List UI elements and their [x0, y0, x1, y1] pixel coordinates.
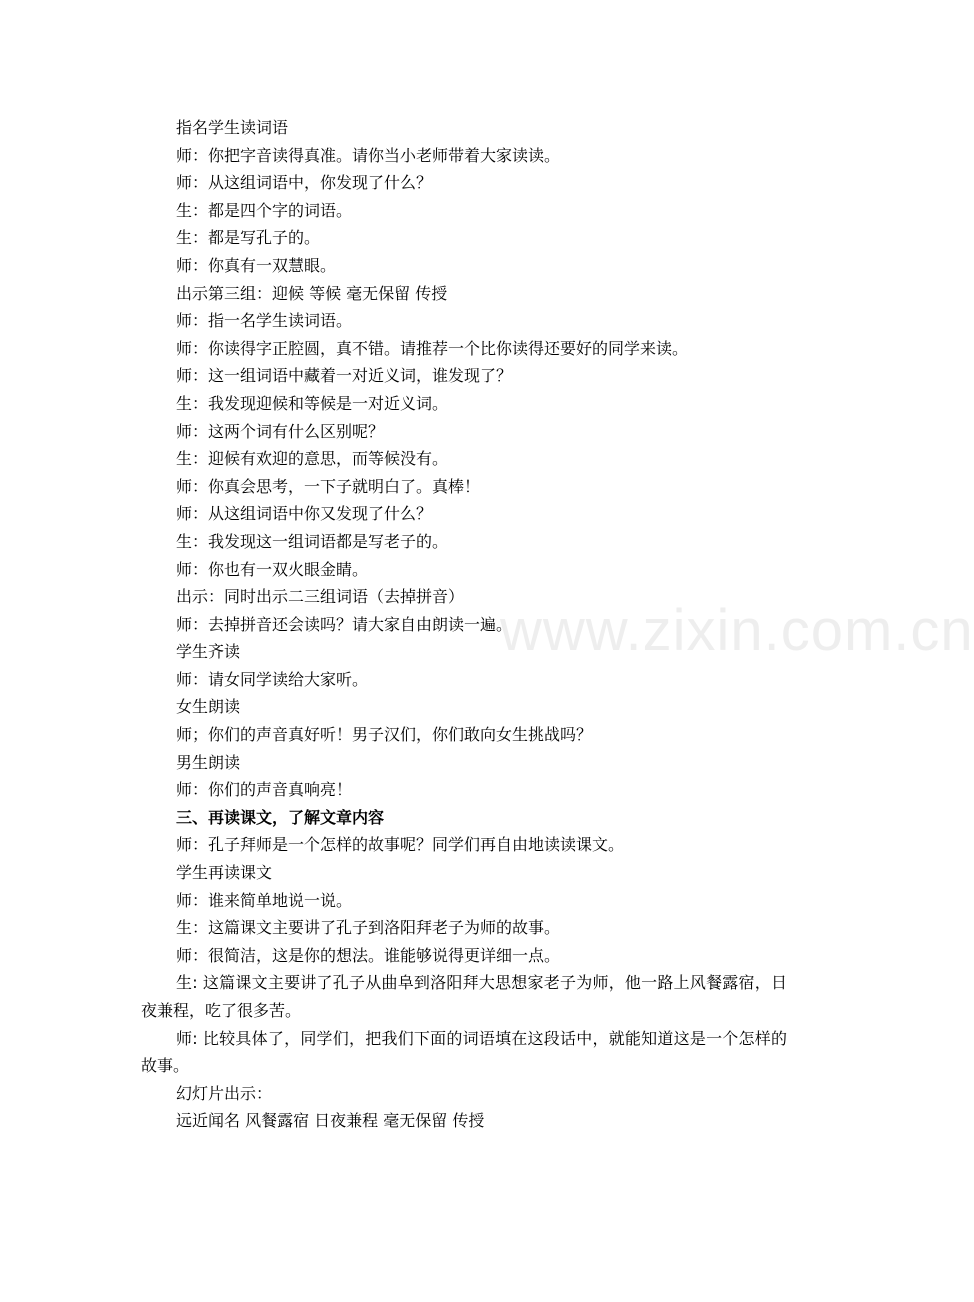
text-line: 师：很简洁，这是你的想法。谁能够说得更详细一点。 [176, 945, 561, 965]
text-line: 师：从这组词语中你又发现了什么？ [176, 504, 433, 524]
word-list-line: 远近闻名 风餐露宿 日夜兼程 毫无保留 传授 [176, 1111, 485, 1131]
paragraph: 生: 这篇课文主要讲了孔子从曲阜到洛阳拜大思想家老子为师，他一路上风餐露宿，日夜兼程，吃了很多苦。 [141, 973, 787, 1020]
text-line: 出示第三组：迎候 等候 毫无保留 传授 [176, 283, 448, 303]
text-line: 师：你真有一双慧眼。 [176, 255, 337, 275]
text-line: 师：孔子拜师是一个怎样的故事呢？同学们再自由地读读课文。 [176, 835, 625, 855]
text-line: 生：这篇课文主要讲了孔子到洛阳拜老子为师的故事。 [176, 918, 561, 938]
watermark: www.zixin.com.cn [500, 598, 974, 663]
text-line: 生：都是四个字的词语。 [176, 200, 353, 220]
text-line: 师：请女同学读给大家听。 [176, 669, 369, 689]
text-line: 指名学生读词语 [176, 118, 289, 137]
document-body [141, 114, 787, 1135]
text-line: 师；你们的声音真好听！男子汉们，你们敢向女生挑战吗？ [176, 725, 593, 745]
text-line: 男生朗读 [176, 752, 241, 772]
text-line: 师：指一名学生读词语。 [176, 311, 353, 331]
text-line: 师：这一组词语中藏着一对近义词，谁发现了？ [176, 366, 513, 386]
text-line: 师：你们的声音真响亮！ [176, 780, 353, 800]
text-line: 师：你把字音读得真准。请你当小老师带着大家读读。 [176, 145, 561, 165]
paragraph: 师: 比较具体了，同学们，把我们下面的词语填在这段话中，就能知道这是一个怎样的故事。 [141, 1028, 787, 1076]
section-heading: 三、再读课文，了解文章内容 [176, 807, 385, 827]
text-line: 生：迎候有欢迎的意思，而等候没有。 [176, 449, 449, 469]
text-line: 学生齐读 [176, 642, 241, 662]
text-line: 师：你也有一双火眼金睛。 [176, 559, 369, 579]
text-line: 出示：同时出示二三组词语（去掉拼音） [176, 587, 465, 607]
text-line: 女生朗读 [176, 697, 241, 717]
text-line: 师：从这组词语中，你发现了什么？ [176, 173, 433, 193]
text-line: 生：都是写孔子的。 [176, 228, 321, 248]
text-line: 师：你真会思考，一下子就明白了。真棒！ [176, 476, 481, 496]
text-line: 师：这两个词有什么区别呢？ [176, 421, 385, 441]
text-line: 学生再读课文 [176, 863, 273, 883]
text-line: 生：我发现这一组词语都是写老子的。 [176, 531, 449, 551]
text-line: 生：我发现迎候和等候是一对近义词。 [176, 393, 449, 413]
text-line: 师：去掉拼音还会读吗？请大家自由朗读一遍。 [176, 614, 513, 634]
text-line: 师：谁来简单地说一说。 [176, 890, 353, 910]
text-line: 幻灯片出示： [176, 1083, 273, 1103]
text-line: 师：你读得字正腔圆，真不错。请推荐一个比你读得还要好的同学来读。 [176, 338, 689, 358]
